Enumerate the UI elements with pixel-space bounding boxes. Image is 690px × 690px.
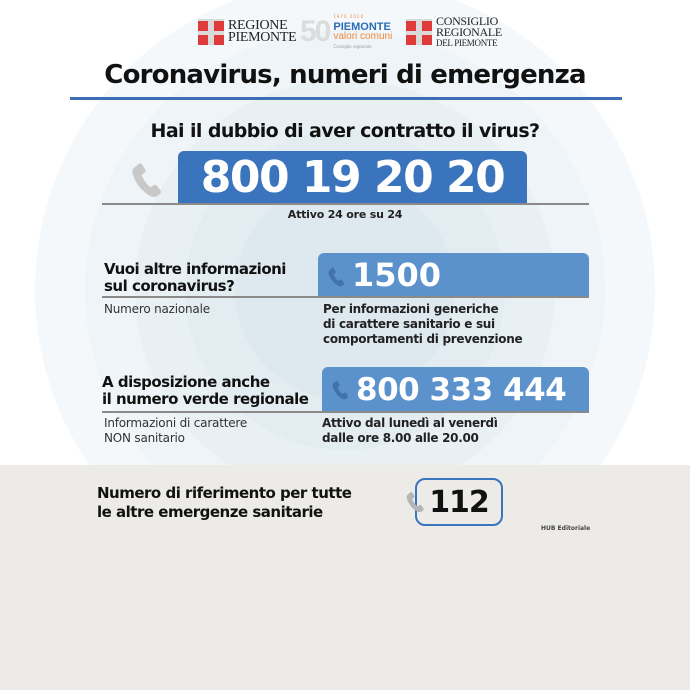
page-title: Coronavirus, numeri di emergenza <box>104 60 586 90</box>
emergency-number-box[interactable] <box>415 478 503 526</box>
national-description: Per informazioni generiche di carattere sanitario e sui comportamenti di prevenzione <box>323 302 523 346</box>
regione-piemonte-logo: REGIONE PIEMONTE <box>198 14 296 50</box>
phone-icon <box>404 484 428 520</box>
piemonte-shield-icon <box>198 19 224 45</box>
phone-icon <box>326 261 348 289</box>
emergency-label: Numero di riferimento per tutte le altre emergenze sanitarie <box>97 484 352 521</box>
emergency-number: 112 <box>429 484 489 520</box>
piemonte-shield-icon <box>406 19 432 45</box>
title-divider <box>70 97 622 100</box>
regional-number-box[interactable] <box>322 367 589 412</box>
regional-sublabel: Informazioni di carattere NON sanitario <box>104 416 248 445</box>
logo-bar <box>0 14 690 50</box>
primary-number[interactable]: 800 19 20 20 <box>178 151 527 203</box>
regional-description: Attivo dal lunedì al venerdì dalle ore 8.00 alle 20.00 <box>322 416 498 445</box>
phone-icon <box>128 158 168 202</box>
phone-icon <box>330 376 352 404</box>
piemonte-valori-comuni-logo: 50 1970 2020 PIEMONTE valori comuni Consiglio regionale <box>300 14 393 49</box>
national-divider <box>102 296 589 298</box>
regional-number: 800 333 444 <box>356 371 567 408</box>
national-number: 1500 <box>352 255 442 294</box>
national-number-box[interactable] <box>318 253 589 296</box>
regional-label: A disposizione anche il numero verde regionale <box>102 373 309 408</box>
primary-divider <box>102 203 589 205</box>
primary-availability: Attivo 24 ore su 24 <box>287 208 403 221</box>
regional-divider <box>102 411 589 413</box>
consiglio-regionale-logo: CONSIGLIO REGIONALE DEL PIEMONTE <box>406 14 502 50</box>
primary-question: Hai il dubbio di aver contratto il virus? <box>150 120 540 142</box>
national-label: Vuoi altre informazioni sul coronavirus? <box>104 260 286 295</box>
national-sublabel: Numero nazionale <box>104 302 210 316</box>
credit-text: HUB Editoriale <box>541 525 591 532</box>
